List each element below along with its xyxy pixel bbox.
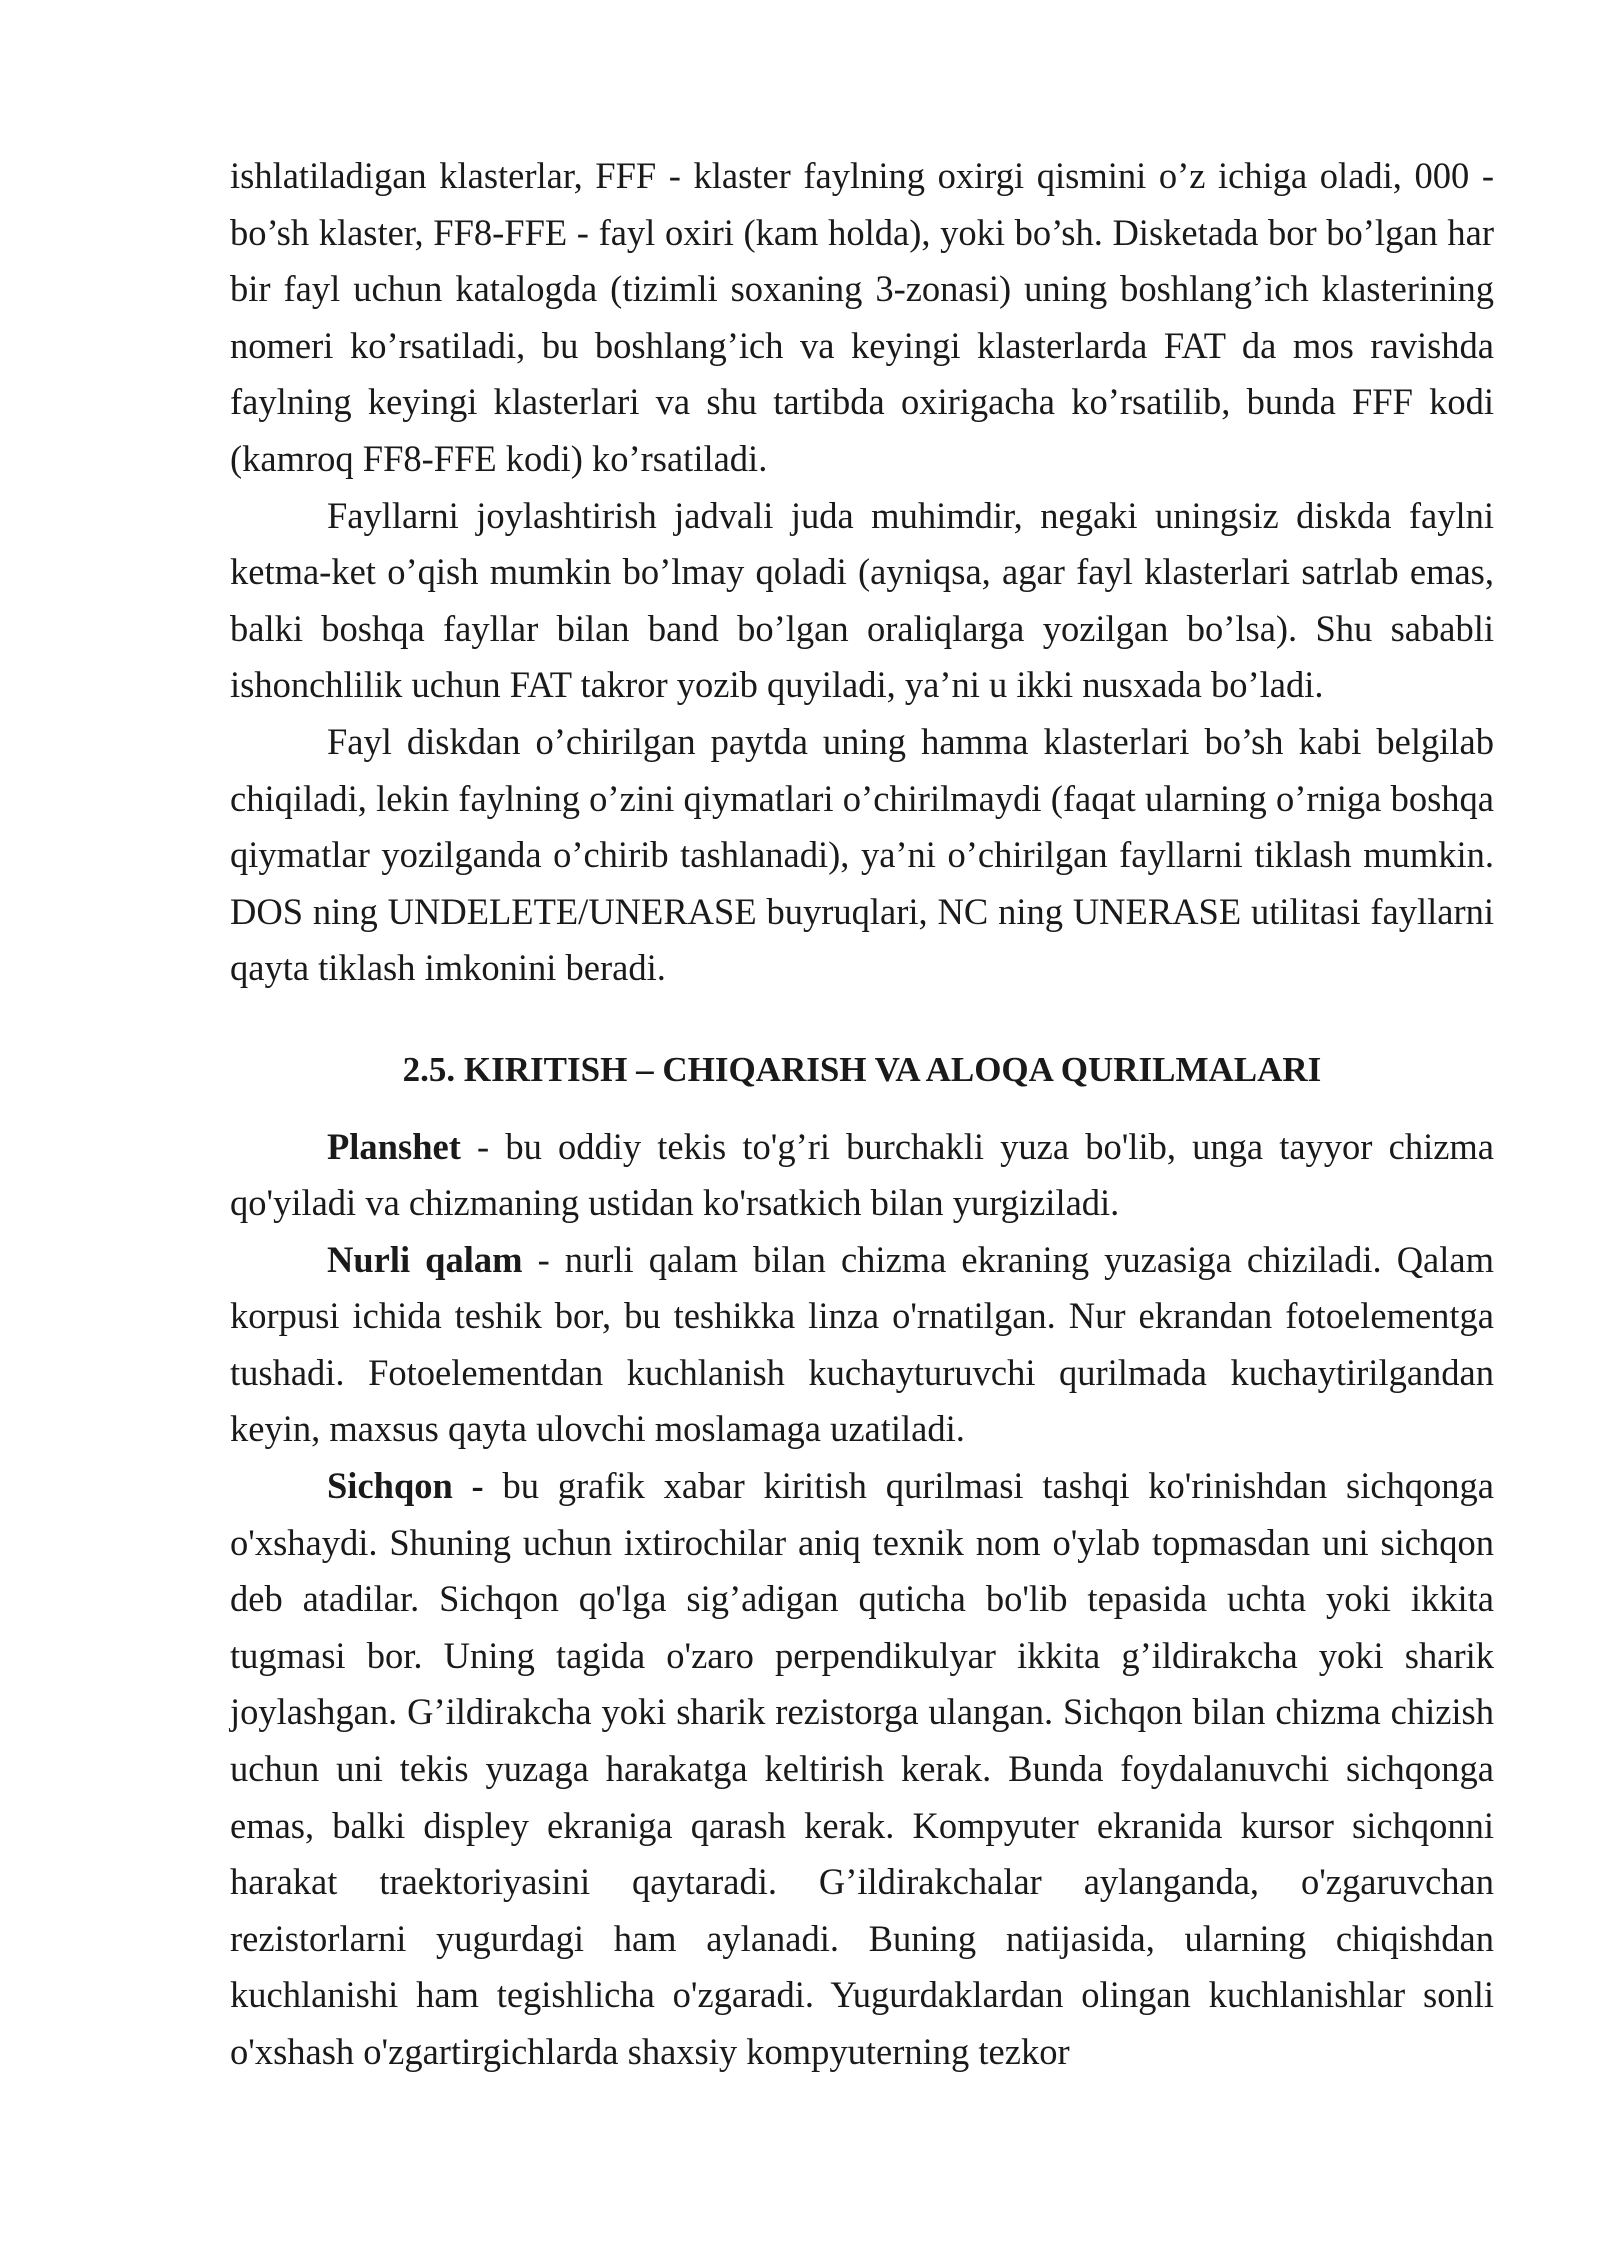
spacer xyxy=(230,997,1494,1042)
definition-nurli-qalam xyxy=(230,1232,1494,1458)
definition-term: Planshet xyxy=(327,1125,461,1167)
definition-term: Nurli qalam xyxy=(327,1238,523,1280)
definition-sichqon xyxy=(230,1458,1494,2081)
definition-text: bu grafik xabar kiritish qurilmasi tashqi ko'rinishdan sichqonga o'xshaydi. Shuning uchun ixtirochilar aniq texnik nom o'ylab topmasdan uni sichqon deb atadilar. Sichqon qo'lga sig’adigan quticha bo'lib tepasida uchta yoki ikkita tugmasi bor. Uning tagida o'zaro perpendikulyar ikkita g’ildirakcha yoki sharik joylashgan. G’ildirakcha yoki sharik rezistorga ulangan. Sichqon bilan chizma chizish uchun uni tekis yuzaga harakatga keltirish kerak. Bunda foydalanuvchi sichqonga emas, balki displey ekraniga qarash kerak. Kompyuter ekranida kursor sichqonni harakat traektoriyasini qaytaradi. G’ildirakchalar aylanganda, o'zgaruvchan rezistorlarni yugurdagi ham aylanadi. Buning natijasida, ularning chiqishdan kuchlanishi ham tegishlicha o'zgaradi. Yugurdaklardan olingan kuchlanishlar sonli o'xshash o'zgartirgichlarda shaxsiy kompyuterning tezkor xyxy=(230,1465,1494,2072)
definition-planshet xyxy=(230,1119,1494,1232)
definition-text: - nurli qalam bilan chizma ekraning yuzasiga chiziladi. Qalam korpusi ichida teshik bor, bu teshikka linza o'rnatilgan. Nur ekrandan fotoelementga tushadi. Fotoelementdan kuchlanish kuchayturuvchi qurilmada kuchaytirilgandan keyin, maxsus qayta ulovchi moslamaga uzatiladi. xyxy=(230,1238,1494,1450)
paragraph-fat-clusters: ishlatiladigan klasterlar, FFF - klaster faylning oxirgi qismini o’z ichiga oladi, 000 - bo’sh klaster, FF8-FFE - fayl oxiri (kam holda), yoki bo’sh. Disketada bor bo’lgan har bir fayl uchun katalogda (tizimli soxaning 3-zonasi) uning boshlang’ich klasterining nomeri ko’rsatiladi, bu boshlang’ich va keyingi klasterlarda FAT da mos ravishda faylning keyingi klasterlari va shu tartibda oxirigacha ko’rsatilib, bunda FFF kodi (kamroq FF8-FFE kodi) ko’rsatiladi. xyxy=(230,155,1494,479)
definition-text: - bu oddiy tekis to'g’ri burchakli yuza bo'lib, unga tayyor chizma qo'yiladi va chizmaning ustidan ko'rsatkich bilan yurgiziladi. xyxy=(230,1125,1494,1224)
paragraph-file-deletion: Fayl diskdan o’chirilgan paytda uning hamma klasterlari bo’sh kabi belgilab chiqiladi, lekin faylning o’zini qiymatlari o’chirilmaydi (faqat ularning o’rniga boshqa qiymatlar yozilganda o’chirib tashlanadi), ya’ni o’chirilgan fayllarni tiklash mumkin. DOS ning UNDELETE/UNERASE buyruqlari, NC ning UNERASE utilitasi fayllarni qayta tiklash imkonini beradi. xyxy=(230,720,1494,989)
document-page xyxy=(230,148,1494,2081)
definition-term: Sichqon - xyxy=(327,1465,484,1507)
paragraph-fat-importance: Fayllarni joylashtirish jadvali juda muhimdir, negaki uningsiz diskda faylni ketma-ket o’qish mumkin bo’lmay qoladi (ayniqsa, agar fayl klasterlari satrlab emas, balki boshqa fayllar bilan band bo’lgan oraliqlarga yozilgan bo’lsa). Shu sababli ishonchlilik uchun FAT takror yozib quyiladi, ya’ni u ikki nusxada bo’ladi. xyxy=(230,494,1494,706)
spacer xyxy=(230,1099,1494,1119)
section-heading: 2.5. KIRITISH – CHIQARISH VA ALOQA QURILMALARI xyxy=(402,1049,1322,1089)
